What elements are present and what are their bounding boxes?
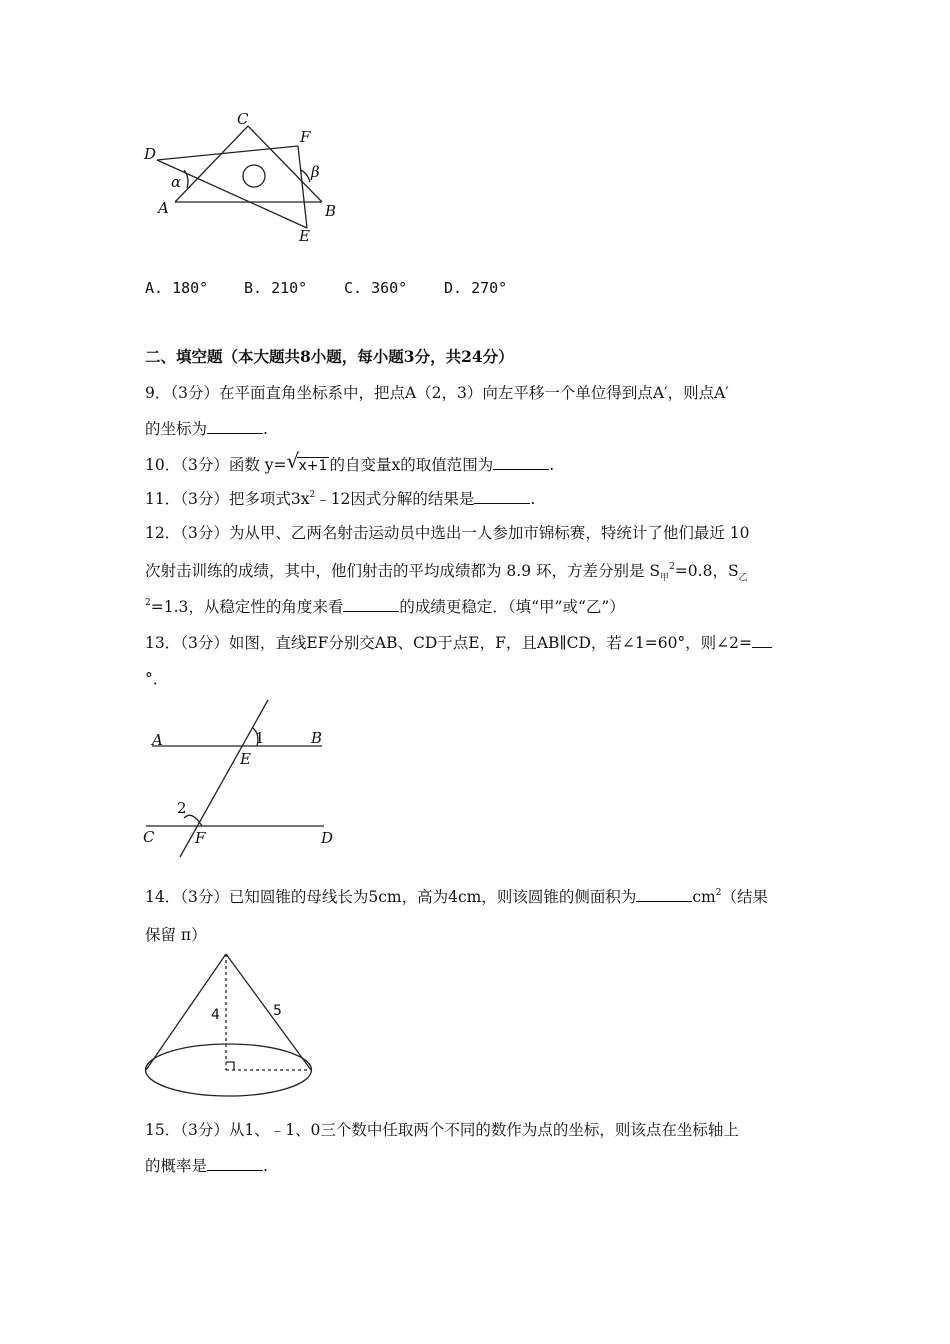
q14-line2: 保留 π）: [145, 926, 207, 944]
q9-line1: 9．（3分）在平面直角坐标系中，把点A（2，3）向左平移一个单位得到点A′，则点A′: [145, 384, 729, 402]
q14-label-slant: 5: [273, 1003, 282, 1019]
q13-label-D: D: [321, 829, 334, 847]
q12-sub-jia: 甲: [660, 573, 670, 584]
q11-period: .: [530, 490, 536, 508]
sqrt-icon: √: [286, 449, 300, 473]
q11-exponent: 2: [309, 490, 316, 500]
q8-option-d: D. 270°: [444, 279, 508, 297]
q8-label-D: D: [144, 145, 157, 163]
q11-answer-blank[interactable]: [474, 489, 530, 504]
q15-line1: 15．（3分）从1、﹣1、0三个数中任取两个不同的数作为点的坐标，则该点在坐标轴上: [145, 1121, 739, 1139]
q13-label-2: 2: [177, 799, 187, 817]
q15-answer-blank[interactable]: [207, 1156, 263, 1171]
q10-text-post: 的自变量x的取值范围为: [329, 456, 494, 474]
q14-right-angle: [226, 1062, 234, 1070]
q13-figure: [140, 698, 350, 860]
q8-label-alpha: α: [171, 173, 182, 191]
q8-line-AC: [175, 126, 248, 202]
q8-label-C: C: [237, 110, 249, 128]
q9-line2: [145, 419, 268, 439]
q13-label-1: 1: [255, 729, 265, 747]
q10-line: [145, 449, 555, 476]
q8-option-c: C. 360°: [344, 279, 408, 297]
q13-label-B: B: [311, 729, 323, 747]
q9-text: 的坐标为: [145, 420, 208, 438]
q10-answer-blank[interactable]: [493, 455, 549, 470]
q8-line-FE: [298, 146, 307, 228]
q12-text-d: 的成绩更稳定．（填“甲”或“乙”）: [399, 598, 625, 616]
q11-line: [145, 489, 535, 509]
q13-line2: °．: [145, 670, 169, 688]
q13-text: 13．（3分）如图，直线EF分别交AB、CD于点E，F，且AB∥CD，若∠1=60°，则∠2=: [145, 634, 753, 652]
q8-label-F: F: [300, 128, 311, 146]
q15-line2: [145, 1156, 268, 1176]
q13-line-EF: [180, 700, 268, 857]
q13-answer-blank[interactable]: [752, 633, 772, 648]
q12-text-b: =0.8，S: [674, 562, 739, 580]
q8-label-A: A: [158, 199, 169, 217]
q14-answer-blank[interactable]: [636, 887, 692, 902]
q8-label-E: E: [299, 227, 310, 245]
q13-label-F: F: [195, 829, 206, 847]
q12-exp-jia: 2: [669, 562, 675, 572]
q11-text-post: ﹣12因式分解的结果是: [315, 490, 475, 508]
q9-answer-blank[interactable]: [207, 419, 263, 434]
q15-period: .: [263, 1157, 268, 1175]
q13-line1: [145, 633, 772, 653]
q13-arc-2: [184, 815, 202, 826]
q14-text-a: 14．（3分）已知圆锥的母线长为5cm，高为4cm，则该圆锥的侧面积为: [145, 888, 637, 906]
q12-sub-yi: 乙: [738, 573, 748, 584]
q13-label-A: A: [152, 731, 163, 749]
q8-line-DE: [157, 160, 307, 228]
q8-label-B: B: [325, 202, 337, 220]
q14-slant-right: [226, 954, 311, 1070]
q9-period: .: [263, 420, 268, 438]
q14-label-height: 4: [211, 1007, 220, 1023]
q14-line1: [145, 887, 768, 907]
q14-exponent: 2: [715, 888, 722, 898]
q10-text-pre: 10．（3分）函数 y=: [145, 456, 287, 474]
q8-option-a: A. 180°: [145, 279, 209, 297]
q12-line2: [145, 561, 748, 584]
q14-figure: [140, 948, 320, 1103]
q15-text: 的概率是: [145, 1157, 208, 1175]
q8-circle: [243, 165, 265, 187]
q14-text-c: （结果: [721, 888, 768, 906]
q12-line1: 12．（3分）为从甲、乙两名射击运动员中选出一人参加市锦标赛，特统计了他们最近 10: [145, 524, 750, 542]
q12-answer-blank[interactable]: [343, 597, 399, 612]
q11-text-pre: 11．（3分）把多项式3x: [145, 490, 310, 508]
q8-option-b: B. 210°: [244, 279, 308, 297]
q13-label-E: E: [240, 750, 251, 768]
q12-line3: [145, 597, 625, 617]
q13-label-C: C: [143, 828, 155, 846]
q12-exp-yi: 2: [145, 598, 151, 608]
q10-radicand: x+1: [298, 458, 328, 474]
q10-sqrt: [286, 449, 330, 476]
q8-label-beta: β: [311, 163, 320, 181]
section-title: 二、填空题（本大题共8小题，每小题3分，共24分）: [145, 347, 514, 366]
q12-text-a: 次射击训练的成绩，其中，他们射击的平均成绩都为 8.9 环，方差分别是 S: [145, 562, 661, 580]
q14-unit: cm: [692, 888, 716, 906]
q10-period: .: [549, 456, 555, 474]
q12-text-c: =1.3，从稳定性的角度来看: [150, 598, 344, 616]
